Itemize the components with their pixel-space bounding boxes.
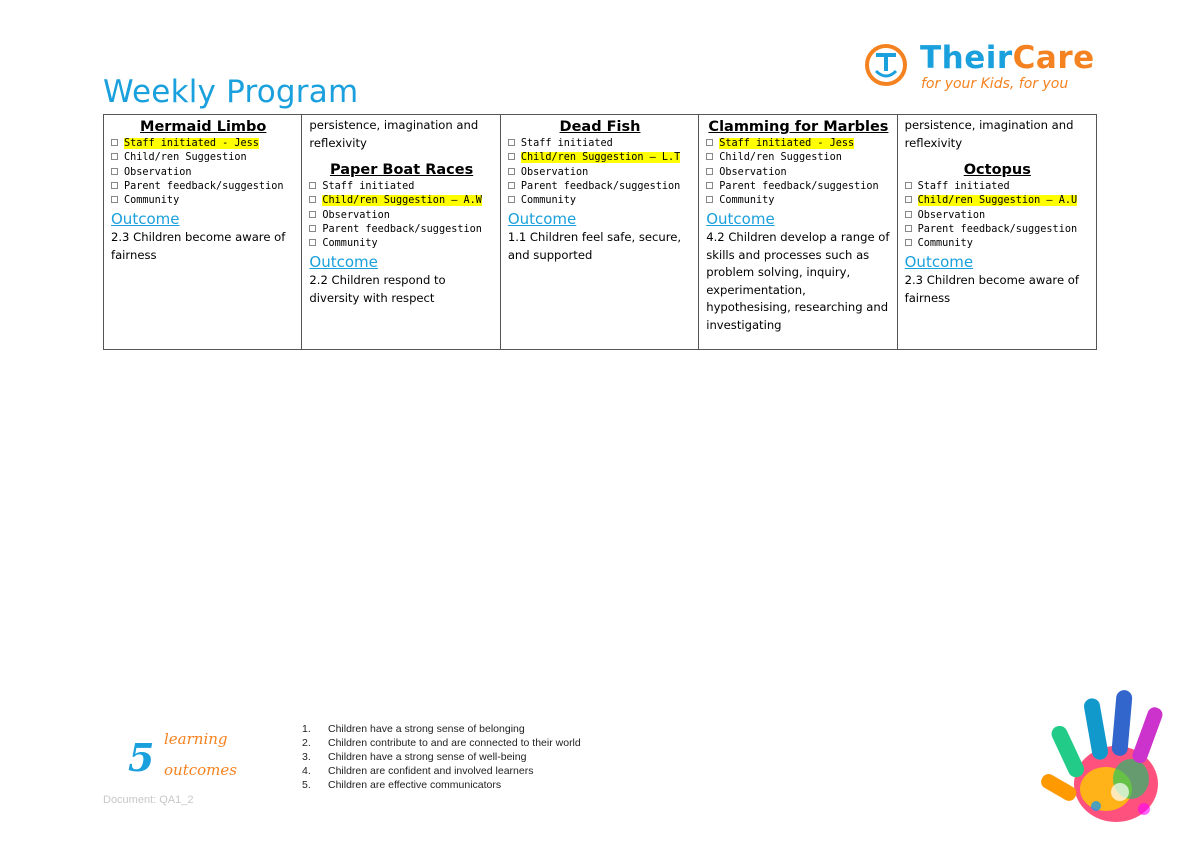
- source-option: [706, 166, 890, 180]
- source-option: [706, 151, 890, 165]
- outcome-heading: Outcome: [309, 253, 378, 272]
- source-option: [508, 151, 692, 165]
- learning-outcome-number: 3.: [302, 751, 311, 763]
- source-option-label: Parent feedback/suggestion: [719, 180, 879, 192]
- activity-title: Clamming for Marbles: [708, 119, 889, 135]
- source-option: [111, 194, 295, 208]
- weekly-program-table: [103, 114, 1097, 350]
- source-option-label: Community: [520, 195, 577, 207]
- day-column-4: [699, 115, 897, 349]
- checkbox-icon: [905, 196, 912, 203]
- checkbox-icon: [905, 182, 912, 189]
- source-option: [111, 137, 295, 151]
- source-option: [706, 180, 890, 194]
- learning-outcomes-word-1: learning: [164, 730, 228, 748]
- checkbox-icon: [309, 182, 316, 189]
- activity-title: Paper Boat Races: [329, 162, 474, 178]
- learning-outcome-text: Children are effective communicators: [328, 779, 502, 791]
- learning-outcome-item: [302, 722, 581, 736]
- source-option-label: Observation: [124, 166, 192, 178]
- source-option: [508, 194, 692, 208]
- day-column-5: [898, 115, 1096, 349]
- learning-outcome-item: [302, 736, 581, 750]
- source-option: [309, 180, 493, 194]
- spacer: [905, 152, 1090, 160]
- checkbox-icon: [309, 225, 316, 232]
- carryover-text: persistence, imagination and reflexivity: [904, 118, 1074, 150]
- outcome-text: 2.3 Children become aware of fairness: [111, 230, 286, 262]
- source-option-label: Observation: [520, 166, 589, 178]
- outcome-text: 2.2 Children respond to diversity with respect: [309, 273, 446, 305]
- source-option-label: Staff initiated: [520, 138, 613, 149]
- checkbox-icon: [508, 196, 515, 203]
- source-option-label: Observation: [719, 166, 787, 178]
- learning-outcome-text: Children have a strong sense of well-being: [328, 751, 527, 763]
- source-option: [309, 223, 493, 237]
- outcome-heading: Outcome: [111, 210, 180, 229]
- page-title: Weekly Program: [103, 74, 359, 110]
- day-column-2: [302, 115, 500, 349]
- learning-outcomes-word-2: outcomes: [164, 761, 237, 779]
- learning-outcome-number: 5.: [302, 779, 311, 791]
- source-option-label: Community: [719, 195, 775, 207]
- source-option-label: Observation: [322, 209, 390, 221]
- day-column-3: [501, 115, 699, 349]
- logo-brand: TheirCare: [920, 40, 1095, 76]
- document-reference: Document: QA1_2: [103, 794, 194, 806]
- source-option-label: Community: [322, 238, 378, 250]
- source-option-label: Child/ren Suggestion – A.W: [322, 195, 482, 207]
- checkbox-icon: [309, 196, 316, 203]
- activity-title: Dead Fish: [559, 119, 641, 135]
- outcome-text: 1.1 Children feel safe, secure, and supported: [507, 230, 682, 262]
- learning-outcomes-number: 5: [128, 735, 155, 780]
- source-option-label: Community: [917, 238, 973, 250]
- source-option: [905, 237, 1090, 251]
- source-option-label: Parent feedback/suggestion: [520, 180, 681, 192]
- checkbox-icon: [111, 153, 118, 160]
- checkbox-icon: [706, 139, 713, 146]
- colorful-handprint-icon: [1036, 684, 1176, 836]
- activity-title: Mermaid Limbo: [140, 119, 267, 135]
- learning-outcome-number: 1.: [302, 723, 311, 735]
- learning-outcome-text: Children contribute to and are connected to their world: [328, 737, 581, 749]
- outcome-heading: Outcome: [904, 253, 974, 272]
- learning-outcomes-list: [302, 722, 581, 792]
- checkbox-icon: [508, 153, 515, 160]
- day-column-1: [104, 115, 302, 349]
- source-option: [905, 180, 1090, 194]
- checkbox-icon: [706, 168, 713, 175]
- learning-outcome-item: [302, 750, 581, 764]
- source-option-label: Parent feedback/suggestion: [124, 180, 284, 192]
- outcome-heading: Outcome: [706, 210, 775, 229]
- outcome-text: 4.2 Children develop a range of skills and processes such as problem solving, inquiry, experimentation, hypothesising, researching and investigating: [706, 230, 890, 332]
- theircare-logo-icon: [864, 43, 908, 87]
- checkbox-icon: [309, 239, 316, 246]
- outcome-heading: Outcome: [507, 210, 577, 229]
- source-option: [905, 223, 1090, 237]
- source-option: [706, 137, 890, 151]
- source-option: [905, 209, 1090, 223]
- checkbox-icon: [706, 196, 713, 203]
- learning-outcome-text: Children have a strong sense of belonging: [328, 723, 525, 735]
- learning-outcomes-badge: [128, 727, 268, 787]
- checkbox-icon: [706, 153, 713, 160]
- source-option-label: Staff initiated: [322, 181, 415, 192]
- source-option-label: Child/ren Suggestion – L.T: [520, 152, 681, 164]
- source-option: [309, 209, 493, 223]
- source-option-label: Staff initiated - Jess: [719, 138, 855, 149]
- learning-outcome-number: 2.: [302, 737, 311, 749]
- logo-tagline: for your Kids, for you: [921, 76, 1069, 92]
- learning-outcome-item: [302, 778, 581, 792]
- spacer: [309, 152, 493, 160]
- outcome-text: 2.3 Children become aware of fairness: [904, 273, 1079, 305]
- checkbox-icon: [905, 225, 912, 232]
- checkbox-icon: [508, 168, 515, 175]
- learning-outcome-item: [302, 764, 581, 778]
- source-option: [111, 180, 295, 194]
- source-option-label: Observation: [917, 209, 986, 221]
- source-option-label: Child/ren Suggestion: [124, 152, 247, 164]
- checkbox-icon: [905, 211, 912, 218]
- source-option-label: Community: [124, 195, 180, 207]
- source-option: [111, 151, 295, 165]
- activity-title: Octopus: [963, 162, 1031, 178]
- learning-outcome-number: 4.: [302, 765, 311, 777]
- source-option-label: Child/ren Suggestion – A.U: [917, 195, 1078, 207]
- source-option-label: Staff initiated - Jess: [124, 138, 259, 149]
- checkbox-icon: [111, 196, 118, 203]
- checkbox-icon: [905, 239, 912, 246]
- source-option: [111, 166, 295, 180]
- checkbox-icon: [111, 182, 118, 189]
- theircare-logo: [862, 40, 1095, 96]
- source-option-label: Child/ren Suggestion: [719, 152, 842, 164]
- source-option-label: Staff initiated: [917, 181, 1010, 192]
- source-option: [706, 194, 890, 208]
- source-option: [508, 180, 692, 194]
- checkbox-icon: [508, 139, 515, 146]
- checkbox-icon: [706, 182, 713, 189]
- source-option-label: Parent feedback/suggestion: [917, 223, 1078, 235]
- checkbox-icon: [111, 139, 118, 146]
- checkbox-icon: [309, 211, 316, 218]
- source-option: [508, 137, 692, 151]
- carryover-text: persistence, imagination and reflexivity: [309, 118, 479, 150]
- source-option: [309, 237, 493, 251]
- learning-outcome-text: Children are confident and involved learners: [328, 765, 534, 777]
- source-option: [309, 194, 493, 208]
- checkbox-icon: [508, 182, 515, 189]
- source-option: [508, 166, 692, 180]
- checkbox-icon: [111, 168, 118, 175]
- source-option-label: Parent feedback/suggestion: [322, 223, 482, 235]
- source-option: [905, 194, 1090, 208]
